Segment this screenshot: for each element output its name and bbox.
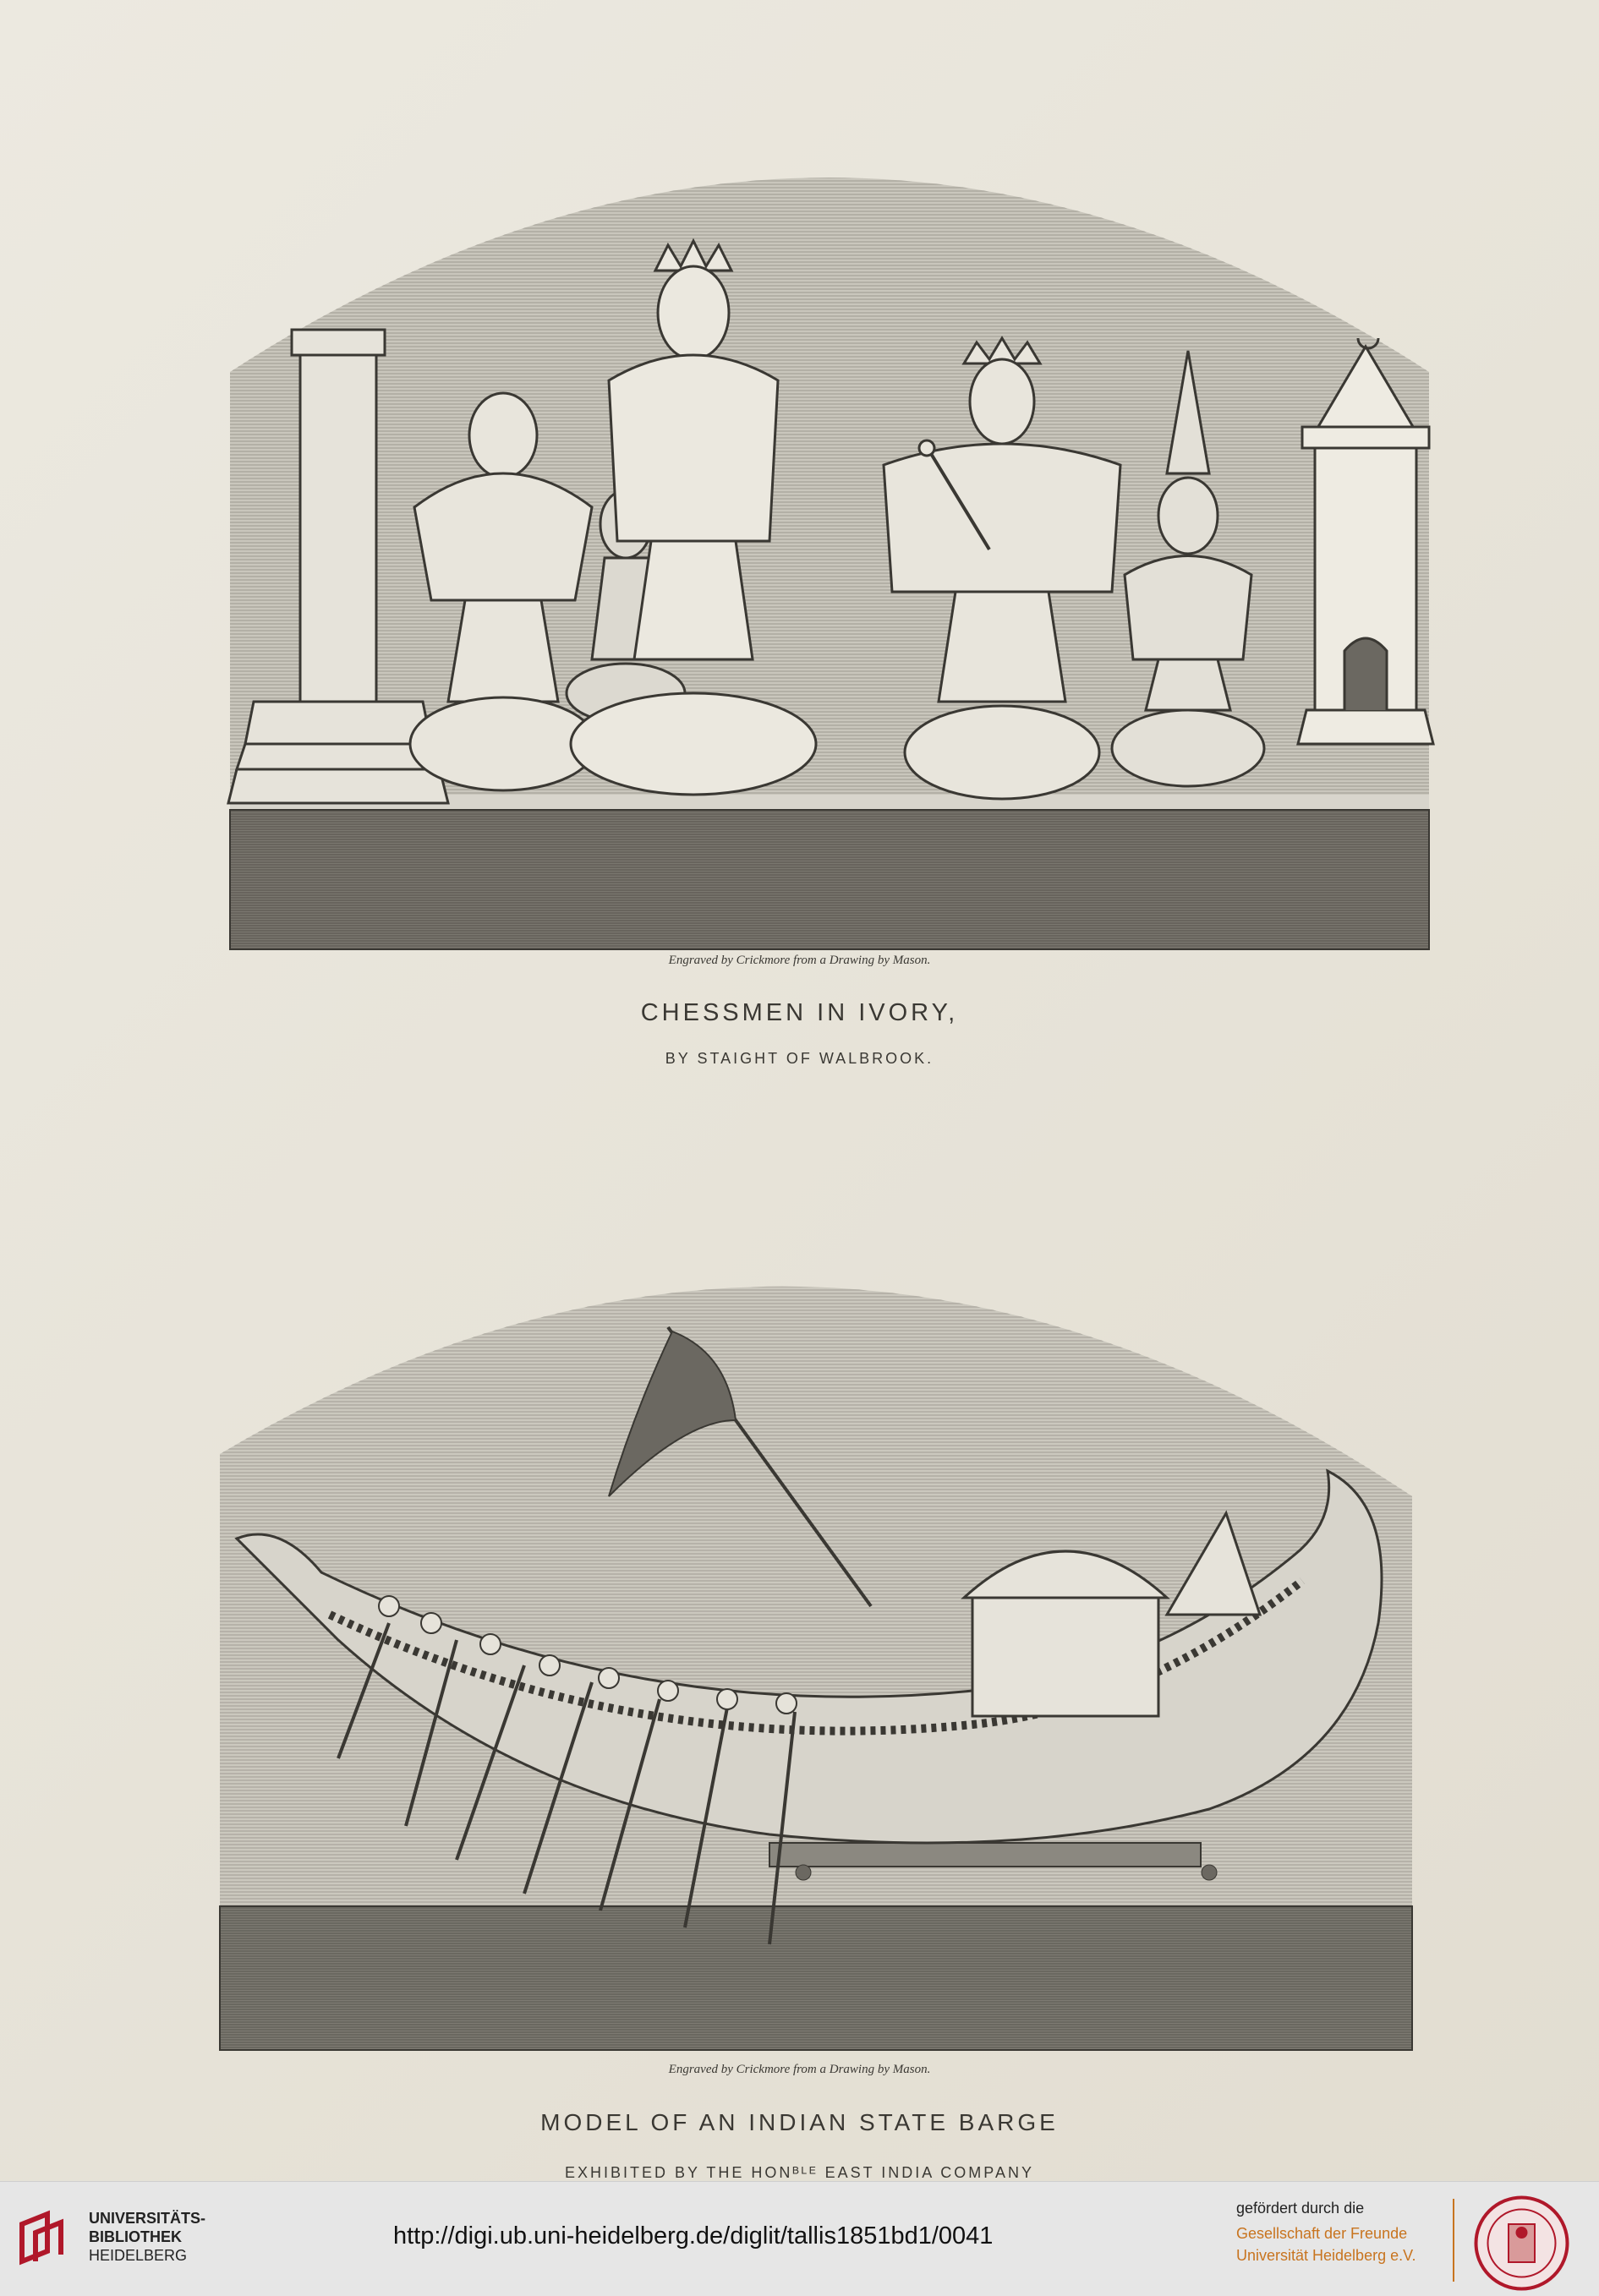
sponsor-org-line-2: Universität Heidelberg e.V. xyxy=(1236,2247,1416,2264)
university-seal-icon xyxy=(1473,2195,1570,2292)
library-name-line-2: BIBLIOTHEK xyxy=(89,2228,182,2245)
sponsor-label: gefördert durch die xyxy=(1236,2200,1365,2217)
plate1-title: CHESSMEN IN IVORY, xyxy=(640,999,959,1026)
footer-divider xyxy=(1453,2199,1454,2282)
plate2-credit: Engraved by Crickmore from a Drawing by Mason. xyxy=(668,2063,931,2076)
sponsor-block xyxy=(1236,2197,1416,2266)
permalink-url[interactable]: http://digi.ub.uni-heidelberg.de/diglit/tallis1851bd1/0041 xyxy=(393,2222,994,2250)
library-name-line-3: HEIDELBERG xyxy=(89,2247,188,2264)
library-logo-icon xyxy=(17,2207,78,2268)
plate1-subtitle: BY STAIGHT OF WALBROOK. xyxy=(665,1050,934,1067)
barge-engraving xyxy=(211,1217,1421,2063)
chessmen-engraving xyxy=(220,118,1437,955)
plate2-title: MODEL OF AN INDIAN STATE BARGE xyxy=(540,2109,1059,2135)
library-name xyxy=(89,2209,205,2265)
digitization-footer xyxy=(0,2181,1599,2296)
library-name-line-1: UNIVERSITÄTS- xyxy=(89,2210,206,2227)
sponsor-org-line-1: Gesellschaft der Freunde xyxy=(1236,2225,1408,2242)
plate1-credit: Engraved by Crickmore from a Drawing by Mason. xyxy=(668,954,931,967)
plate2-subtitle: EXHIBITED BY THE HONᴮᴸᴱ EAST INDIA COMPANY xyxy=(565,2164,1034,2181)
